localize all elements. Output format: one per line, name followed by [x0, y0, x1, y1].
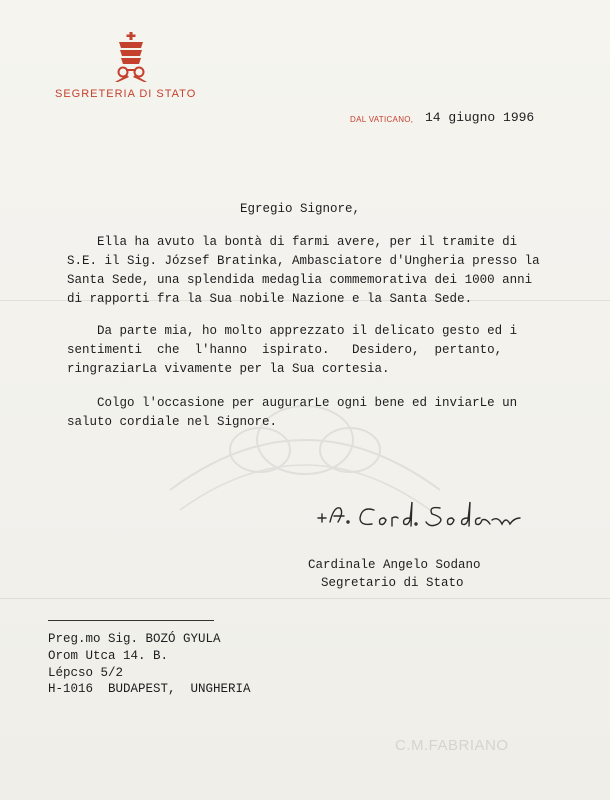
text-line: Colgo l'occasione per augurarLe ogni bene ed inviarLe un: [67, 396, 518, 410]
recipient-city: H-1016 BUDAPEST, UNGHERIA: [48, 682, 251, 696]
divider: [48, 620, 214, 621]
salutation: Egregio Signore,: [240, 202, 361, 216]
letter-date: 14 giugno 1996: [425, 110, 535, 125]
letterhead-office: SEGRETERIA DI STATO: [55, 88, 197, 100]
text-line: di rapporti fra la Sua nobile Nazione e la Santa Sede.: [67, 292, 473, 306]
text-line: saluto cordiale nel Signore.: [67, 415, 278, 429]
text-line: Da parte mia, ho molto apprezzato il delicato gesto ed i: [67, 324, 518, 338]
text-line: Ella ha avuto la bontà di farmi avere, per il tramite di: [67, 235, 518, 249]
letterhead-place: DAL VATICANO,: [350, 115, 414, 124]
papal-crest-icon: [107, 32, 155, 82]
paragraph-2: [67, 322, 542, 379]
handwritten-signature: [312, 488, 532, 538]
paragraph-1: [67, 233, 542, 309]
paragraph-3: [67, 394, 542, 432]
address-line: Lépcso 5/2: [48, 666, 124, 680]
text-line: Santa Sede, una splendida medaglia commemorativa dei 1000 anni: [67, 273, 533, 287]
signatory-title: Segretario di Stato: [321, 576, 464, 590]
recipient-address: [48, 631, 221, 682]
signatory-name: Cardinale Angelo Sodano: [308, 558, 481, 572]
fold-line: [0, 598, 610, 599]
text-line: S.E. il Sig. József Bratinka, Ambasciatore d'Ungheria presso la: [67, 254, 540, 268]
signatory-block: [308, 556, 481, 592]
address-line: Orom Utca 14. B.: [48, 649, 169, 663]
address-line: Preg.mo Sig. BOZÓ GYULA: [48, 632, 221, 646]
paper-watermark: C.M.FABRIANO: [395, 737, 509, 754]
text-line: sentimenti che l'hanno ispirato. Desidero, pertanto,: [67, 343, 503, 357]
text-line: ringraziarLa vivamente per la Sua cortesia.: [67, 362, 390, 376]
